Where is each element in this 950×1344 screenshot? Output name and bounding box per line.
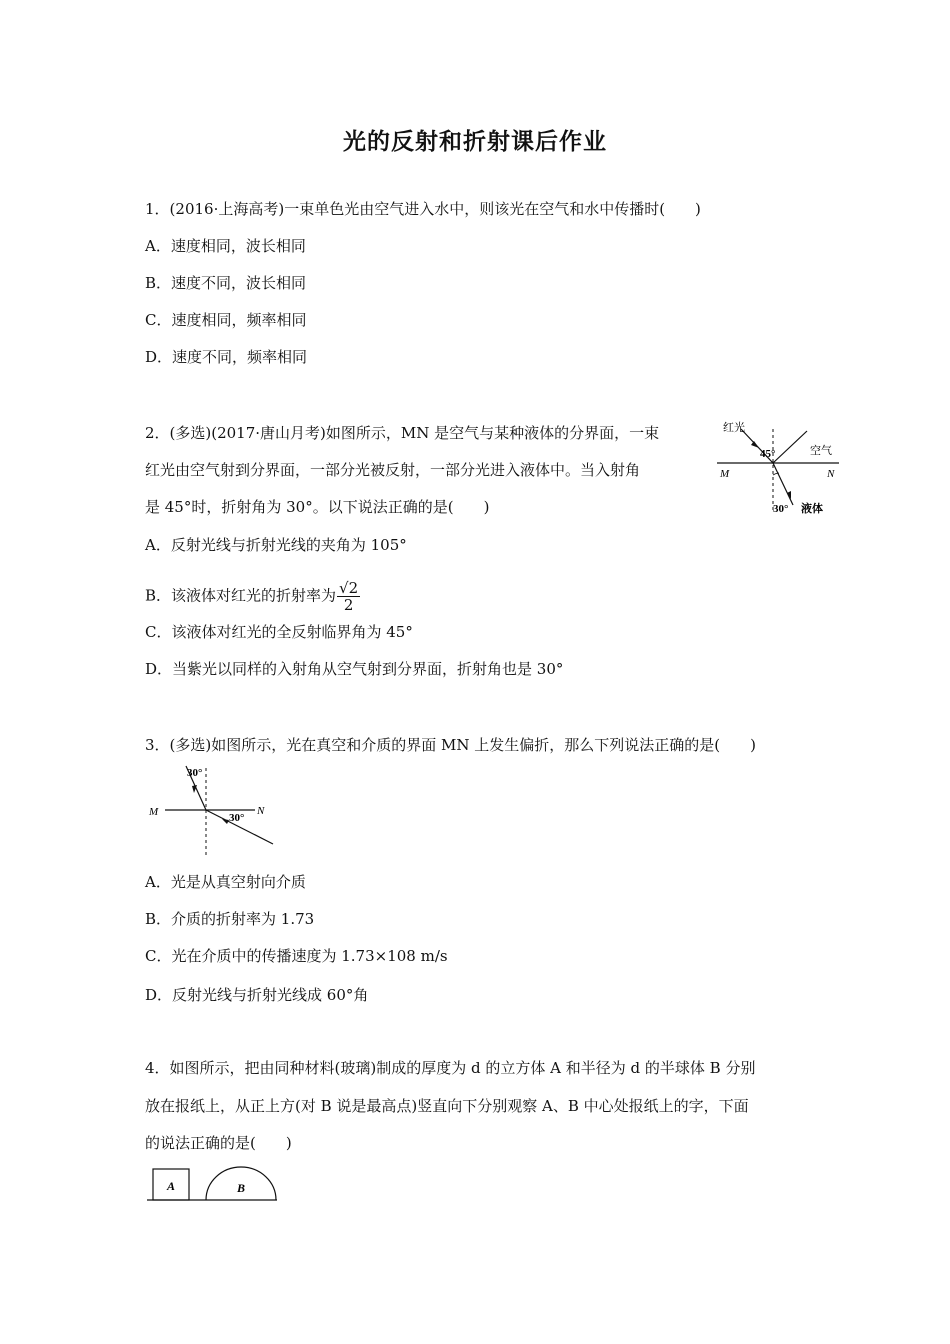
q2-stem-line-2: 红光由空气射到分界面，一部分光被反射，一部分光进入液体中。当入射角 (145, 461, 641, 479)
n-label: N (827, 468, 835, 480)
cube-a-label: A (167, 1179, 176, 1193)
fraction-numerator (337, 580, 360, 597)
incident-arrow-icon (751, 441, 759, 448)
sqrt-fraction (337, 580, 360, 613)
q4-stem-line-3: 的说法正确的是( ) (145, 1134, 292, 1152)
q4-stem-line-2: 放在报纸上，从正上方(对 B 说是最高点)竖直向下分别观察 A、B 中心处报纸上的字，下面 (145, 1097, 749, 1115)
q1-option-b: B．速度不同，波长相同 (145, 274, 307, 292)
q1-option-a: A．速度相同，波长相同 (145, 237, 306, 255)
m-label: M (720, 468, 730, 480)
q2-stem-line-3: 是 45°时，折射角为 30°。以下说法正确的是( ) (145, 498, 490, 516)
hemisphere-b-label: B (237, 1181, 246, 1195)
page-title: 光的反射和折射课后作业 (343, 129, 607, 155)
q3-stem: 3．(多选)如图所示，光在真空和介质的界面 MN 上发生偏折，那么下列说法正确的是( ) (145, 736, 756, 754)
reflected-arrow-icon (793, 436, 801, 444)
fraction-numerator-value: 2 (348, 579, 359, 597)
q2-option-b-text: B．该液体对红光的折射率为 (145, 586, 337, 605)
q1-stem: 1．(2016·上海高考)一束单色光由空气进入水中，则该光在空气和水中传播时( ) (145, 200, 701, 218)
q2-option-d: D．当紫光以同样的入射角从空气射到分界面，折射角也是 30° (145, 660, 564, 678)
air-label: 空气 (810, 445, 832, 457)
fraction-denominator: 2 (343, 596, 354, 614)
q4-objects-figure (145, 1164, 280, 1204)
top-angle-label: 30° (187, 767, 203, 779)
q3-refraction-figure (145, 762, 275, 860)
q2-option-a: A．反射光线与折射光线的夹角为 105° (145, 536, 407, 554)
q3-option-b: B．介质的折射率为 1.73 (145, 910, 315, 928)
refracted-ray (773, 463, 793, 505)
q1-option-c: C．速度相同，频率相同 (145, 311, 307, 329)
q2-option-c: C．该液体对红光的全反射临界角为 45° (145, 623, 413, 641)
refraction-angle-label: 30° (773, 503, 789, 515)
q2-stem-line-1: 2．(多选)(2017·唐山月考)如图所示，MN 是空气与某种液体的分界面，一束 (145, 424, 660, 442)
sqrt-symbol: √ (339, 579, 349, 597)
q3-option-c: C．光在介质中的传播速度为 1.73×108 m/s (145, 947, 448, 965)
refracted-arrow-icon (222, 819, 229, 824)
q4-stem-line-1: 4．如图所示，把由同种材料(玻璃)制成的厚度为 d 的立方体 A 和半径为 d 的半球体 B 分别 (145, 1059, 756, 1077)
q2-option-b (145, 580, 360, 613)
q2-refraction-figure (715, 415, 845, 520)
n-label: N (257, 805, 265, 817)
m-label: M (149, 806, 159, 818)
q1-option-d: D．速度不同，频率相同 (145, 348, 308, 366)
q3-option-a: A．光是从真空射向介质 (145, 873, 306, 891)
liquid-label: 液体 (801, 503, 823, 515)
reflected-ray (773, 431, 807, 463)
bottom-angle-label: 30° (229, 812, 245, 824)
incident-angle-label: 45° (760, 448, 776, 460)
red-light-label: 红光 (723, 422, 745, 434)
q3-option-d: D．反射光线与折射光线成 60°角 (145, 986, 369, 1004)
